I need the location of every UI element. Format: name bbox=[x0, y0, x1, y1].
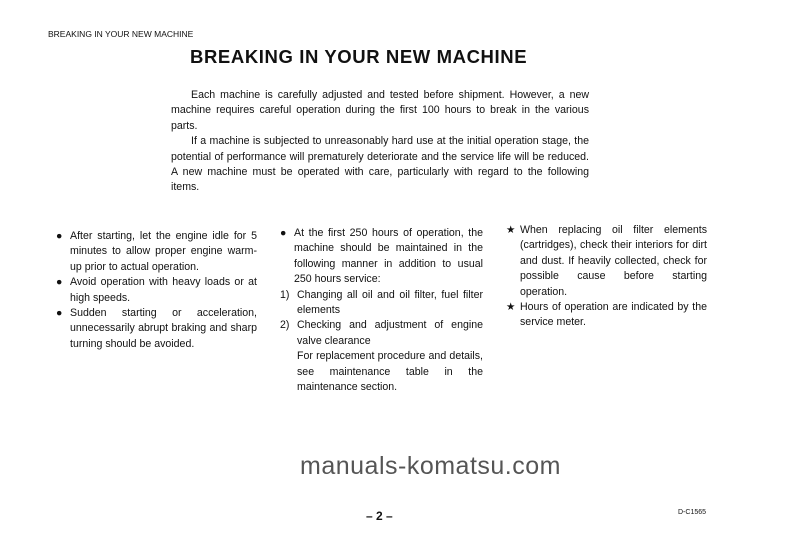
list-item bbox=[56, 275, 257, 306]
star-icon: ★ bbox=[506, 301, 516, 314]
bullet-icon: ● bbox=[56, 307, 63, 320]
step-item bbox=[280, 318, 483, 349]
list-item-text: At the first 250 hours of operation, the machine should be maintained in the following manner in addition to usual 250 hours service: bbox=[294, 227, 483, 286]
star-icon: ★ bbox=[506, 224, 516, 236]
list-item-text: Hours of operation are indicated by the service meter. bbox=[520, 301, 707, 329]
list-item bbox=[56, 306, 257, 352]
step-number: 1) bbox=[280, 288, 290, 301]
list-item-text: After starting, let the engine idle for 5 minutes to allow proper engine warm-up prior to actual operation. bbox=[70, 230, 257, 273]
bullet-icon: ● bbox=[280, 227, 287, 239]
intro-paragraph: If a machine is subjected to unreasonably hard use at the initial operation stage, the potential of performance will prematurely deteriorate and the service life will be reduced. A new machine must be operated with care, particularly with regard to the following items. bbox=[171, 135, 589, 194]
bullet-icon: ● bbox=[56, 230, 63, 242]
step-text: Checking and adjustment of engine valve clearance bbox=[297, 319, 483, 347]
list-item bbox=[56, 229, 257, 275]
note-text: For replacement procedure and details, see maintenance table in the maintenance section. bbox=[297, 350, 483, 394]
notes-column bbox=[506, 223, 707, 331]
running-header: BREAKING IN YOUR NEW MACHINE bbox=[48, 29, 194, 39]
maintenance-column bbox=[280, 226, 483, 395]
page-title: BREAKING IN YOUR NEW MACHINE bbox=[190, 46, 528, 67]
bullet-icon: ● bbox=[56, 276, 63, 289]
precautions-column bbox=[56, 229, 257, 352]
list-item bbox=[280, 226, 483, 288]
list-item-text: When replacing oil filter elements (cartridges), check their interiors for dirt and dust. If heavily collected, check for possible cause before starting operation. bbox=[520, 224, 707, 298]
document-code: D-C1565 bbox=[678, 509, 707, 516]
step-text: Changing all oil and oil filter, fuel filter elements bbox=[297, 288, 483, 317]
step-item bbox=[280, 288, 483, 319]
list-item-text: Sudden starting or acceleration, unnecessarily abrupt braking and sharp turning should be avoided. bbox=[70, 307, 257, 350]
intro-text bbox=[171, 88, 589, 196]
list-item-text: Avoid operation with heavy loads or at high speeds. bbox=[70, 276, 257, 304]
list-item bbox=[506, 300, 707, 331]
intro-paragraph: Each machine is carefully adjusted and tested before shipment. However, a new machine requires careful operation during the first 100 hours to break in the various parts. bbox=[171, 89, 589, 132]
watermark: manuals-komatsu.com bbox=[300, 452, 561, 480]
page-number: – 2 – bbox=[366, 509, 393, 523]
step-number: 2) bbox=[280, 319, 290, 332]
list-item bbox=[506, 223, 707, 300]
